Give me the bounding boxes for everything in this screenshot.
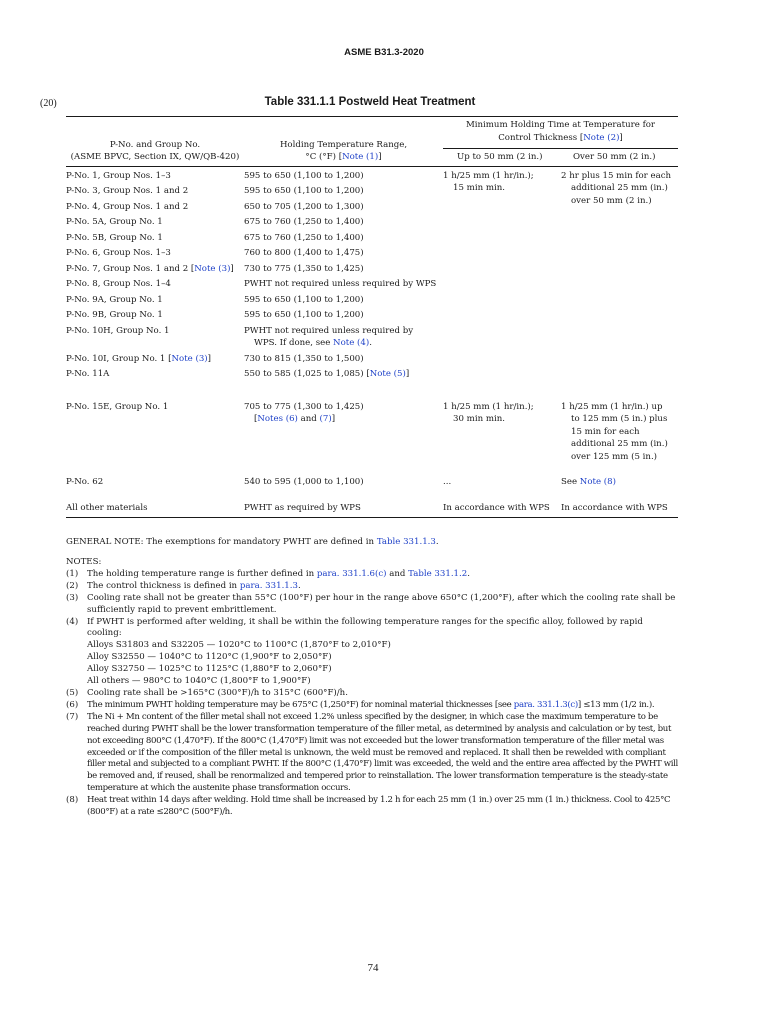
- min-header-close: ]: [619, 132, 623, 143]
- temp-cell: 650 to 705 (1,200 to 1,300): [244, 201, 364, 212]
- up-to-50-cell: In accordance with WPS: [443, 502, 550, 513]
- note-text-part: ] ≤13 mm (: [577, 699, 624, 710]
- note-text-part: .: [297, 580, 301, 591]
- temp-line: 705 to 775 (1,300 to 1,425): [244, 401, 364, 412]
- note-text: Heat treat within 14 days after welding. Hold time shall be increased by 1.2 h for each 25 mm (1 in.) over 25 mm (1 in.) thickness. Cool to 425°C (800°F) at a rate ≤280°C (500°F)/h.: [87, 795, 671, 818]
- notes-title: NOTES:: [66, 557, 102, 567]
- general-note-link[interactable]: Table 331.1.3: [376, 537, 436, 547]
- note-7: [66, 712, 680, 795]
- temp-close: .: [369, 338, 372, 348]
- temp-header-line1: Holding Temperature Range,: [279, 139, 408, 150]
- note-text-part: and: [386, 568, 409, 579]
- spacer-row: [66, 489, 678, 502]
- general-note-end: .: [435, 537, 439, 547]
- min-header-line2: Control Thickness [: [498, 132, 584, 143]
- temp-cell: 675 to 760 (1,250 to 1,400): [244, 217, 364, 227]
- pwht-table-container: [66, 116, 678, 518]
- pno-cell: P-No. 11A: [66, 369, 110, 379]
- pno-note-link[interactable]: Note (3): [194, 263, 231, 274]
- temp-cell: 595 to 650 (1,100 to 1,200): [244, 170, 364, 181]
- temp-open: [: [254, 414, 258, 424]
- temp-cell: [244, 322, 443, 350]
- note-text-part: The minimum PWHT holding temperature may be 675°C (1,250°F) for nominal material thicknesses [see: [87, 699, 514, 710]
- note-text: If PWHT is performed after welding, it shall be within the following temperature ranges for the specific alloy, followed by rapid cooling:: [87, 616, 643, 639]
- over-50-line: over 50 mm (2 in.): [571, 195, 652, 206]
- over-50-line: 15 min for each: [571, 426, 640, 437]
- table-row: [66, 502, 678, 518]
- pno-text: P-No. 7, Group Nos. 1 and 2 [: [66, 263, 195, 274]
- alloy-range-line: Alloy S32750 — 1025°C to 1125°C (1,880°F to 2,060°F): [87, 664, 332, 675]
- note-link[interactable]: para. 331.1.6(c): [316, 568, 387, 579]
- table-row: [66, 476, 678, 489]
- temp-line: PWHT not required unless required by: [244, 325, 414, 336]
- page-number: 74: [367, 962, 379, 974]
- note-number: (4): [66, 616, 79, 627]
- note-number: (1): [66, 568, 79, 579]
- temp-close: ]: [331, 414, 336, 424]
- note-4: [66, 617, 680, 641]
- note-text-part: .: [467, 568, 470, 579]
- up-to-50-line: 15 min min.: [453, 183, 505, 193]
- table-row: [66, 401, 678, 464]
- up-to-50-line: 1 h/25 mm (1 hr/in.);: [443, 401, 534, 412]
- temp-header-note-link[interactable]: Note (1): [342, 152, 379, 162]
- note-3: [66, 593, 680, 617]
- pno-cell: P-No. 10H, Group No. 1: [66, 325, 170, 336]
- fraction: 1/2: [623, 699, 637, 710]
- over-50-cell: [561, 166, 678, 381]
- column-header-over-50: Over 50 mm (2 in.): [573, 152, 656, 162]
- pno-cell: P-No. 1, Group Nos. 1–3: [66, 170, 171, 181]
- over-50-line: to 125 mm (5 in.) plus: [571, 414, 668, 424]
- temp-cell: 595 to 650 (1,100 to 1,200): [244, 310, 364, 320]
- note-number: (7): [66, 711, 79, 722]
- note-text-part: The control thickness is defined in: [87, 580, 240, 591]
- min-header-line1: Minimum Holding Time at Temperature for: [465, 120, 656, 130]
- temp-cell: 595 to 650 (1,100 to 1,200): [244, 294, 364, 305]
- over-50-line: 2 hr plus 15 min for each: [561, 170, 672, 181]
- pno-cell: [66, 350, 244, 366]
- temp-note-link[interactable]: Notes (6): [257, 414, 298, 424]
- note-text: The Ni + Mn content of the filler metal shall not exceed 1.2% unless specified by the designer, in which case the maximum temperature to be reached during PWHT shall be the lower transformation temperature of the filler metal, as determined by analysis and calculation or by test, but not exceeding 800°C (1,470°F). If the 800°C (1,470°F) limit was not exceeded but the lower transformation temperature of the filler metal was exceeded or if the composition of the filler metal is unknown, the weld must be removed and replaced. It shall then be rewelded with compliant filler metal and subjected to a compliant PWHT. If the 800°C (1,470°F) limit was exceeded, the weld and the entire area affected by the PWHT will be removed and, if reused, shall be renormalized and tempered prior to reinstallation. The lower transformation temperature is the steady-state temperature at which the austenite phase transformation occurs.: [87, 711, 678, 794]
- spacer-row: [66, 381, 678, 401]
- temp-cell: 675 to 760 (1,250 to 1,400): [244, 232, 364, 243]
- notes-section: [66, 557, 680, 819]
- note-1: [66, 569, 680, 581]
- note-6: [66, 700, 680, 712]
- pno-close: ]: [207, 353, 211, 364]
- temp-header-close: ]: [378, 152, 382, 162]
- table-row: [66, 166, 678, 182]
- note-number: (2): [66, 580, 79, 591]
- pno-header-line2: (ASME BPVC, Section IX, QW/QB-420): [70, 152, 240, 162]
- pno-cell: P-No. 5B, Group No. 1: [66, 232, 163, 243]
- document-header-code: ASME B31.3-2020: [344, 47, 424, 58]
- pno-cell: All other materials: [66, 502, 148, 513]
- temp-cell: 595 to 650 (1,100 to 1,200): [244, 186, 364, 196]
- pno-cell: P-No. 6, Group Nos. 1–3: [66, 248, 171, 258]
- temp-cell: PWHT not required unless required by WPS: [244, 279, 437, 289]
- note-text: Cooling rate shall be >165°C (300°F)/h to 315°C (600°F)/h.: [87, 687, 348, 698]
- over-50-cell: In accordance with WPS: [561, 502, 668, 513]
- temp-cell: 760 to 800 (1,400 to 1,475): [244, 248, 364, 258]
- revision-mark: (20): [40, 98, 57, 109]
- note-link[interactable]: para. 331.1.3(c): [513, 699, 578, 710]
- note-number: (5): [66, 687, 79, 698]
- table-title: Table 331.1.1 Postweld Heat Treatment: [264, 96, 476, 108]
- column-header-min-holding-time: [443, 117, 678, 149]
- temp-cell: 730 to 775 (1,350 to 1,425): [244, 263, 364, 274]
- temp-and: and: [297, 414, 320, 424]
- note-5: [66, 688, 680, 700]
- over-50-note-link[interactable]: Note (8): [579, 477, 616, 487]
- column-header-temperature: [244, 117, 443, 167]
- temp-cell: [244, 401, 443, 464]
- spacer-row: [66, 463, 678, 476]
- pno-cell: P-No. 3, Group Nos. 1 and 2: [66, 186, 189, 196]
- pno-cell: P-No. 62: [66, 477, 104, 487]
- over-50-line: 1 h/25 mm (1 hr/in.) up: [561, 401, 663, 412]
- pno-note-link[interactable]: Note (3): [171, 353, 208, 364]
- note-text-part: in.).: [636, 699, 655, 710]
- alloy-range-line: Alloy S32550 — 1040°C to 1120°C (1,900°F to 2,050°F): [87, 652, 332, 663]
- over-50-line: over 125 mm (5 in.): [571, 451, 658, 462]
- note-link[interactable]: Table 331.1.2: [408, 568, 468, 579]
- over-50-cell: [561, 401, 678, 464]
- note-number: (8): [66, 795, 79, 806]
- pno-text: P-No. 10I, Group No. 1 [: [66, 353, 172, 364]
- up-to-50-cell: [443, 401, 561, 464]
- temp-header-line2: °C (°F) [: [305, 152, 343, 162]
- temp-cell: 730 to 815 (1,350 to 1,500): [244, 353, 364, 364]
- note-8: [66, 795, 680, 819]
- pwht-table: [66, 116, 678, 518]
- pno-cell: P-No. 9A, Group No. 1: [66, 294, 163, 305]
- alloy-range-line: All others — 980°C to 1040°C (1,800°F to 1,900°F): [87, 676, 311, 687]
- min-header-note-link[interactable]: Note (2): [583, 132, 620, 143]
- temp-cell: [244, 365, 443, 381]
- over-50-cell: [561, 476, 678, 489]
- pno-cell: P-No. 4, Group Nos. 1 and 2: [66, 201, 189, 212]
- note-number: (6): [66, 699, 79, 710]
- pno-cell: P-No. 5A, Group No. 1: [66, 217, 163, 227]
- temp-cell: 540 to 595 (1,000 to 1,100): [244, 477, 364, 487]
- column-header-pno: [66, 117, 244, 167]
- temp-cell: PWHT as required by WPS: [244, 502, 361, 513]
- pno-cell: P-No. 8, Group Nos. 1–4: [66, 279, 171, 289]
- note-text-part: The holding temperature range is further defined in: [87, 568, 317, 579]
- note-link[interactable]: para. 331.1.3: [239, 580, 298, 591]
- temp-note-link[interactable]: Note (5): [369, 369, 406, 379]
- note-text: Cooling rate shall not be greater than 55°C (100°F) per hour in the range above 650°C (1,200°F), after which the cooling rate shall be sufficiently rapid to prevent embrittlement.: [87, 592, 676, 615]
- over-50-line: additional 25 mm (in.): [571, 183, 668, 193]
- temp-line: WPS. If done, see: [254, 338, 334, 348]
- pno-close: ]: [230, 263, 234, 274]
- up-to-50-line: 1 h/25 mm (1 hr/in.);: [443, 170, 534, 181]
- pno-header-line1: P-No. and Group No.: [109, 139, 201, 150]
- pno-cell: P-No. 15E, Group No. 1: [66, 401, 169, 412]
- general-note-text: GENERAL NOTE: The exemptions for mandatory PWHT are defined in: [66, 537, 377, 547]
- note-text: [87, 700, 680, 712]
- alloy-range-line: Alloys S31803 and S32205 — 1020°C to 1100°C (1,870°F to 2,010°F): [87, 640, 391, 651]
- note-2: [66, 581, 680, 593]
- note-number: (3): [66, 592, 79, 603]
- column-header-up-to-50: Up to 50 mm (2 in.): [457, 152, 543, 162]
- temp-note-link[interactable]: Note (4): [333, 338, 370, 348]
- temp-text: 550 to 585 (1,025 to 1,085) [: [244, 369, 370, 379]
- temp-close: ]: [405, 369, 410, 379]
- general-note: [66, 536, 678, 548]
- note-text: [87, 569, 680, 581]
- pno-cell: P-No. 9B, Group No. 1: [66, 310, 163, 320]
- up-to-50-cell: ...: [443, 477, 452, 487]
- up-to-50-cell: [443, 166, 561, 381]
- over-50-text: See: [561, 477, 580, 487]
- pno-cell: [66, 260, 244, 276]
- temp-note-link[interactable]: (7): [319, 414, 332, 424]
- note-text: [87, 581, 680, 593]
- up-to-50-line: 30 min min.: [453, 414, 505, 424]
- over-50-line: additional 25 mm (in.): [571, 439, 668, 449]
